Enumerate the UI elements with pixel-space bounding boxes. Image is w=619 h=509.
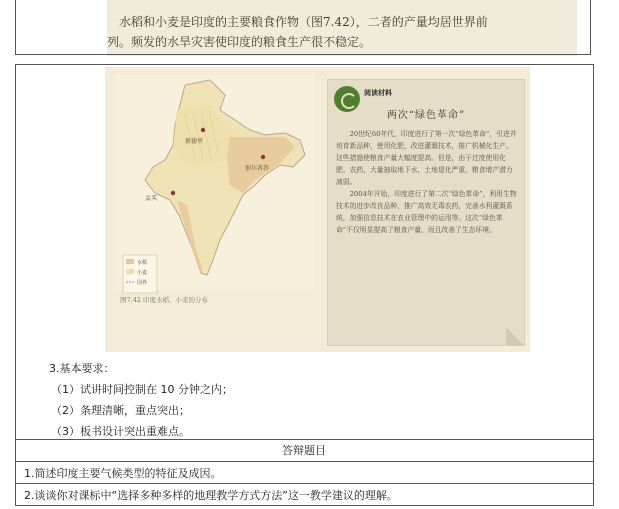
defense-question-2: 2.谈谈你对课标中“选择多种多样的地理教学方式方法”这一教学建议的理解。: [24, 489, 398, 502]
figure-caption: 图7.42 印度水稻、小麦的分布: [120, 296, 209, 304]
excerpt-line-2: 列。频发的水旱灾害使印度的粮食生产很不稳定。: [107, 35, 372, 49]
map-legend: [123, 255, 157, 293]
table-divider: [15, 439, 593, 440]
reading-tag: 阅读材料: [364, 89, 392, 97]
defense-title: 答辩题目: [282, 444, 326, 457]
requirements-heading: 3.基本要求：: [49, 362, 115, 375]
reading-paragraph-1: 20世纪60年代，印度进行了第一次“绿色革命”，引进并培育新品种，使用化肥，改进灌溉技术，推广机械化生产。这些措施使粮食产量大幅度提高。但是，由于过度使用化肥、农药，大量抽取地下水，土地退化严重，粮食增产潜力减弱。: [336, 130, 517, 186]
city-marker-kolkata: [261, 155, 265, 159]
requirement-item-1: （1）试讲时间控制在 10 分钟之内；: [51, 383, 233, 396]
legend-border: 国界: [137, 280, 148, 286]
city-label-mumbai: 孟买: [145, 195, 158, 202]
requirement-item-2: （2）条理清晰，重点突出；: [51, 404, 190, 417]
city-marker-mumbai: [171, 191, 175, 195]
table-divider: [15, 483, 593, 484]
city-marker-delhi: [201, 128, 205, 132]
reading-title: 两次“绿色革命”: [386, 110, 466, 121]
reading-paragraph-2: 2004年开始，印度进行了第二次“绿色革命”，利用生物技术的进步改良品种，推广高效无毒农药，完善水利灌溉系统，加强信息技术在农业管理中的运用等。这次“绿色革命”不仅明显提高了粮食产量，而且改善了生态环境。: [336, 190, 517, 234]
reading-material-box: [327, 79, 525, 346]
top-table-frame: [15, 0, 591, 55]
page-curl: [506, 327, 524, 345]
legend-wheat: 小麦: [137, 270, 148, 276]
table-divider: [15, 461, 593, 462]
requirement-item-3: （3）板书设计突出重难点。: [51, 425, 190, 438]
defense-question-1: 1.简述印度主要气候类型的特征及成因。: [24, 467, 222, 480]
excerpt-line-1: 水稻和小麦是印度的主要粮食作物（图7.42），二者的产量均居世界前: [119, 15, 488, 29]
city-label-delhi: 新德里: [185, 138, 204, 145]
legend-rice: 水稻: [137, 260, 148, 266]
textbook-page-image: [105, 67, 530, 352]
reading-body: [336, 128, 518, 236]
city-label-kolkata: 加尔各答: [245, 165, 270, 172]
